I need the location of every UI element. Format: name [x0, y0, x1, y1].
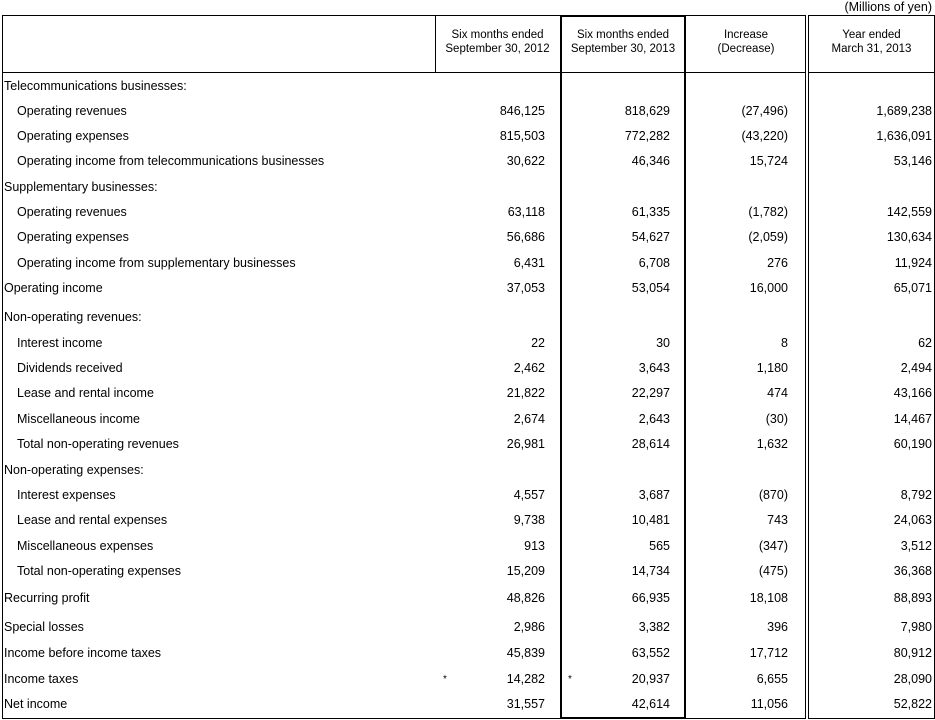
row-value: 3,512 [900, 539, 932, 553]
row-label: Operating expenses [17, 230, 129, 244]
row-label: Miscellaneous expenses [17, 539, 154, 553]
column-header-year-ended-2013 [808, 28, 935, 56]
row-value: 36,368 [893, 564, 932, 578]
footnote-asterisk: * [443, 674, 447, 685]
row-label: Recurring profit [4, 591, 90, 605]
column-header-line: Six months ended [576, 29, 670, 41]
column-header-increase-decrease [686, 28, 806, 56]
row-label: Income taxes [4, 672, 79, 686]
row-value: 43,166 [893, 386, 932, 400]
row-value: 11,056 [750, 697, 788, 711]
current-period-highlight-box [560, 15, 686, 719]
table-row [2, 432, 935, 457]
row-value: (1,782) [748, 205, 788, 219]
table-row [2, 692, 935, 717]
table-row [2, 74, 935, 99]
row-value: 1,632 [756, 437, 788, 451]
row-label: Interest expenses [17, 488, 116, 502]
row-value: 3,643 [638, 361, 670, 375]
row-value: 142,559 [886, 205, 932, 219]
table-row [2, 458, 935, 483]
table-row [2, 586, 935, 611]
row-value: 130,634 [886, 230, 932, 244]
row-label: Non-operating revenues: [4, 310, 142, 324]
row-value: 474 [767, 386, 788, 400]
table-row [2, 149, 935, 174]
row-value: 80,912 [893, 646, 932, 660]
row-value: 396 [767, 620, 788, 634]
table-row [2, 667, 935, 692]
row-value: 2,674 [513, 412, 545, 426]
row-value: 61,335 [631, 205, 670, 219]
units-note: (Millions of yen) [844, 0, 932, 14]
table-row [2, 276, 935, 301]
row-value: 2,643 [638, 412, 670, 426]
table-row [2, 508, 935, 533]
row-value: 815,503 [499, 129, 545, 143]
row-label: Supplementary businesses: [4, 180, 158, 194]
table-row [2, 407, 935, 432]
column-header-line: Six months ended [451, 29, 544, 41]
table-row [2, 483, 935, 508]
row-value: 30,622 [506, 154, 545, 168]
row-value: 6,431 [513, 256, 545, 270]
row-value: 56,686 [506, 230, 545, 244]
row-label: Operating income from supplementary businesses [17, 256, 296, 270]
row-value: 846,125 [499, 104, 545, 118]
row-value: 15,209 [506, 564, 545, 578]
row-label: Operating income from telecommunications businesses [17, 154, 325, 168]
table-row [2, 641, 935, 666]
row-label: Non-operating expenses: [4, 463, 144, 477]
table-row [2, 559, 935, 584]
table-row [2, 615, 935, 640]
row-value: 88,893 [893, 591, 932, 605]
row-value: (2,059) [748, 230, 788, 244]
row-label: Operating revenues [17, 104, 127, 118]
row-value: 1,636,091 [876, 129, 932, 143]
row-value: 28,614 [631, 437, 670, 451]
row-label: Operating income [4, 281, 103, 295]
row-value: 54,627 [631, 230, 670, 244]
row-value: 28,090 [893, 672, 932, 686]
row-value: 14,734 [631, 564, 670, 578]
column-header-line: September 30, 2012 [445, 43, 550, 55]
row-value: 46,346 [631, 154, 670, 168]
row-value: 1,180 [756, 361, 788, 375]
table-row [2, 331, 935, 356]
row-value: 913 [524, 539, 545, 553]
row-value: 9,738 [513, 513, 545, 527]
row-value: 743 [767, 513, 788, 527]
row-label: Dividends received [17, 361, 123, 375]
column-header-line: Year ended [842, 29, 901, 41]
header-rule [808, 72, 935, 73]
row-value: 42,614 [631, 697, 670, 711]
row-value: 17,712 [749, 646, 788, 660]
row-value: 63,552 [631, 646, 670, 660]
row-value: 6,655 [756, 672, 788, 686]
table-row [2, 225, 935, 250]
row-value: 45,839 [506, 646, 545, 660]
row-value: 772,282 [624, 129, 670, 143]
row-value: 2,494 [900, 361, 932, 375]
row-value: 14,282 [506, 672, 545, 686]
row-value: 48,826 [506, 591, 545, 605]
row-value: 6,708 [638, 256, 670, 270]
row-label: Net income [4, 697, 68, 711]
row-value: 276 [767, 256, 788, 270]
row-label: Lease and rental income [17, 386, 154, 400]
row-value: 20,937 [631, 672, 670, 686]
row-value: 53,146 [893, 154, 932, 168]
table-row [2, 356, 935, 381]
row-label: Special losses [4, 620, 84, 634]
table-row [2, 175, 935, 200]
row-value: 565 [649, 539, 670, 553]
table-row [2, 251, 935, 276]
row-value: 30 [656, 336, 670, 350]
row-value: 2,986 [513, 620, 545, 634]
income-statement-table [2, 15, 935, 719]
row-value: 60,190 [893, 437, 932, 451]
row-label: Operating expenses [17, 129, 129, 143]
row-value: 31,557 [506, 697, 545, 711]
row-value: 26,981 [506, 437, 545, 451]
row-value: 8,792 [900, 488, 932, 502]
row-value: (30) [765, 412, 788, 426]
table-row [2, 124, 935, 149]
table-row [2, 305, 935, 330]
row-value: 14,467 [893, 412, 932, 426]
row-value: 11,924 [894, 256, 932, 270]
footnote-asterisk: * [568, 674, 572, 685]
row-value: 37,053 [506, 281, 545, 295]
column-header-line: March 31, 2013 [831, 43, 912, 55]
row-value: 8 [781, 336, 788, 350]
row-label: Operating revenues [17, 205, 127, 219]
row-value: 1,689,238 [876, 104, 932, 118]
row-label: Income before income taxes [4, 646, 162, 660]
row-value: 66,935 [631, 591, 670, 605]
row-value: (43,220) [741, 129, 788, 143]
column-header-line: September 30, 2013 [570, 43, 676, 55]
row-value: 818,629 [624, 104, 670, 118]
row-value: 10,481 [631, 513, 670, 527]
row-label: Total non-operating expenses [17, 564, 182, 578]
row-value: 52,822 [893, 697, 932, 711]
row-label: Lease and rental expenses [17, 513, 168, 527]
row-value: 3,382 [638, 620, 670, 634]
table-row [2, 381, 935, 406]
column-header-six-months-2012 [435, 28, 560, 56]
row-value: 18,108 [749, 591, 788, 605]
row-value: 53,054 [631, 281, 670, 295]
row-value: 2,462 [513, 361, 545, 375]
table-row [2, 99, 935, 124]
row-label: Interest income [17, 336, 103, 350]
row-label: Total non-operating revenues [17, 437, 179, 451]
row-value: 7,980 [900, 620, 932, 634]
row-value: 22 [531, 336, 545, 350]
row-value: 3,687 [638, 488, 670, 502]
row-value: 63,118 [507, 205, 545, 219]
row-value: 21,822 [506, 386, 545, 400]
row-value: 65,071 [893, 281, 932, 295]
row-label: Telecommunications businesses: [4, 79, 187, 93]
row-value: 22,297 [631, 386, 670, 400]
row-value: 16,000 [749, 281, 788, 295]
table-row [2, 200, 935, 225]
column-header-line: Increase [723, 29, 769, 41]
row-value: (347) [758, 539, 788, 553]
row-value: (27,496) [741, 104, 788, 118]
row-value: (870) [758, 488, 788, 502]
row-value: 4,557 [513, 488, 545, 502]
row-label: Miscellaneous income [17, 412, 140, 426]
table-row [2, 534, 935, 559]
row-value: 62 [918, 336, 932, 350]
column-header-line: (Decrease) [717, 43, 775, 55]
row-value: (475) [758, 564, 788, 578]
row-value: 15,724 [749, 154, 788, 168]
row-value: 24,063 [893, 513, 932, 527]
